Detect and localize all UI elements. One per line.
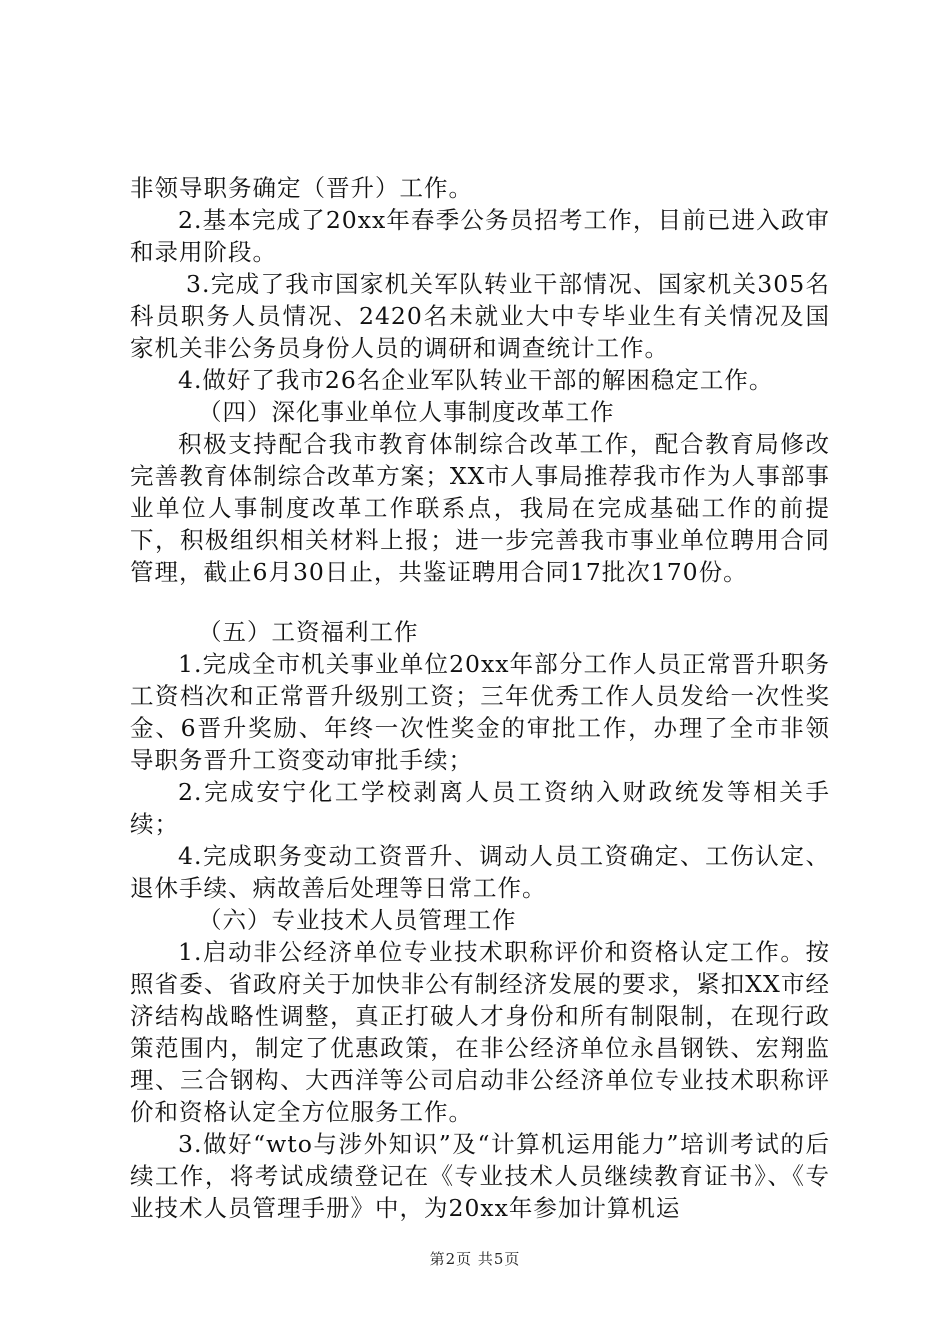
document-body: [130, 172, 830, 1224]
paragraph-reform: 积极支持配合我市教育体制综合改革工作，配合教育局修改完善教育体制综合改革方案；XX市人事局推荐我市作为人事部事业单位人事制度改革工作联系点，我局在完成基础工作的前提下，积极组织相关材料上报；进一步完善我市事业单位聘用合同管理，截止6月30日止，共鉴证聘用合同17批次170份。: [130, 430, 830, 586]
paragraph-tech-1: 1.启动非公经济单位专业技术职称评价和资格认定工作。按照省委、省政府关于加快非公有制经济发展的要求，紧扣XX市经济结构战略性调整，真正打破人才身份和所有制限制，在现行政策范围内，制定了优惠政策，在非公经济单位永昌钢铁、宏翔监理、三合钢构、大西洋等公司启动非公经济单位专业技术职称评价和资格认定全方位服务工作。: [130, 938, 830, 1126]
paragraph-item-2: 2.基本完成了20xx年春季公务员招考工作，目前已进入政审和录用阶段。: [130, 206, 830, 266]
section-heading-4: （四）深化事业单位人事制度改革工作: [198, 398, 615, 426]
paragraph-continuation: 非领导职务确定（晋升）工作。: [130, 174, 473, 202]
paragraph-salary-4: 4.完成职务变动工资晋升、调动人员工资确定、工伤认定、退休手续、病故善后处理等日常工作。: [130, 842, 830, 902]
paragraph-tech-3: 3.做好“wto与涉外知识”及“计算机运用能力”培训考试的后续工作，将考试成绩登记在《专业技术人员继续教育证书》、《专业技术人员管理手册》中，为20xx年参加计算机运: [130, 1130, 830, 1222]
paragraph-salary-2: 2.完成安宁化工学校剥离人员工资纳入财政统发等相关手续；: [130, 778, 830, 838]
paragraph-salary-1: 1.完成全市机关事业单位20xx年部分工作人员正常晋升职务工资档次和正常晋升级别工资；三年优秀工作人员发给一次性奖金、6晋升奖励、年终一次性奖金的审批工作，办理了全市非领导职务晋升工资变动审批手续；: [130, 650, 830, 774]
page-number-footer: 第2页 共5页: [429, 1250, 521, 1268]
paragraph-item-3: 3.完成了我市国家机关军队转业干部情况、国家机关305名科员职务人员情况、2420名未就业大中专毕业生有关情况及国家机关非公务员身份人员的调研和调查统计工作。: [130, 270, 830, 362]
section-heading-6: （六）专业技术人员管理工作: [198, 906, 517, 934]
section-heading-5: （五）工资福利工作: [198, 618, 419, 646]
paragraph-item-4: 4.做好了我市26名企业军队转业干部的解困稳定工作。: [178, 366, 774, 394]
